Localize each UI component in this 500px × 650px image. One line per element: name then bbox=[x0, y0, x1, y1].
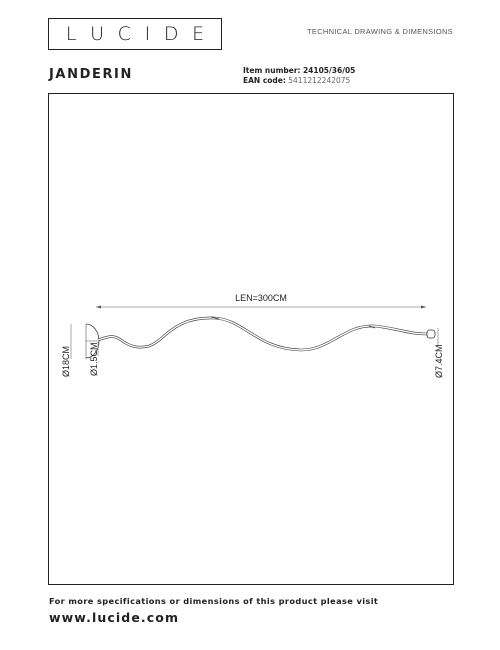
brand-logo bbox=[48, 18, 222, 50]
cable-diameter-label: Ø1.5CM bbox=[89, 342, 99, 376]
canopy-diameter-label: Ø18CM bbox=[61, 345, 71, 377]
length-arrow-left bbox=[96, 306, 101, 309]
logo-letter-u: U bbox=[90, 23, 104, 45]
end-diameter-label: Ø7.4CM bbox=[434, 344, 444, 378]
ean-value: 5411212242075 bbox=[288, 76, 351, 85]
wave-cable-outline bbox=[98, 318, 427, 350]
product-name: JANDERIN bbox=[49, 67, 133, 82]
logo-letter-d: D bbox=[163, 23, 179, 45]
logo-letter-i: I bbox=[144, 23, 151, 45]
logo-letter-l: L bbox=[65, 23, 77, 45]
product-meta bbox=[243, 66, 355, 86]
item-number-row bbox=[243, 66, 355, 76]
ean-label: EAN code: bbox=[243, 76, 286, 85]
footer-note: For more specifications or dimensions of this product please visit bbox=[49, 596, 379, 606]
length-label: LEN=300CM bbox=[235, 293, 287, 303]
technical-drawing bbox=[49, 94, 453, 584]
document-type: TECHNICAL DRAWING & DIMENSIONS bbox=[307, 27, 453, 36]
item-number-value: 24105/36/05 bbox=[302, 66, 356, 75]
website-link[interactable]: www.lucide.com bbox=[49, 610, 180, 625]
ean-row bbox=[243, 76, 355, 86]
logo-letter-c: C bbox=[117, 23, 131, 45]
drawing-frame bbox=[48, 93, 454, 585]
length-arrow-right bbox=[421, 306, 426, 309]
item-number-label: Item number: bbox=[243, 66, 301, 75]
end-cap bbox=[427, 330, 435, 338]
logo-letter-e: E bbox=[192, 23, 205, 45]
